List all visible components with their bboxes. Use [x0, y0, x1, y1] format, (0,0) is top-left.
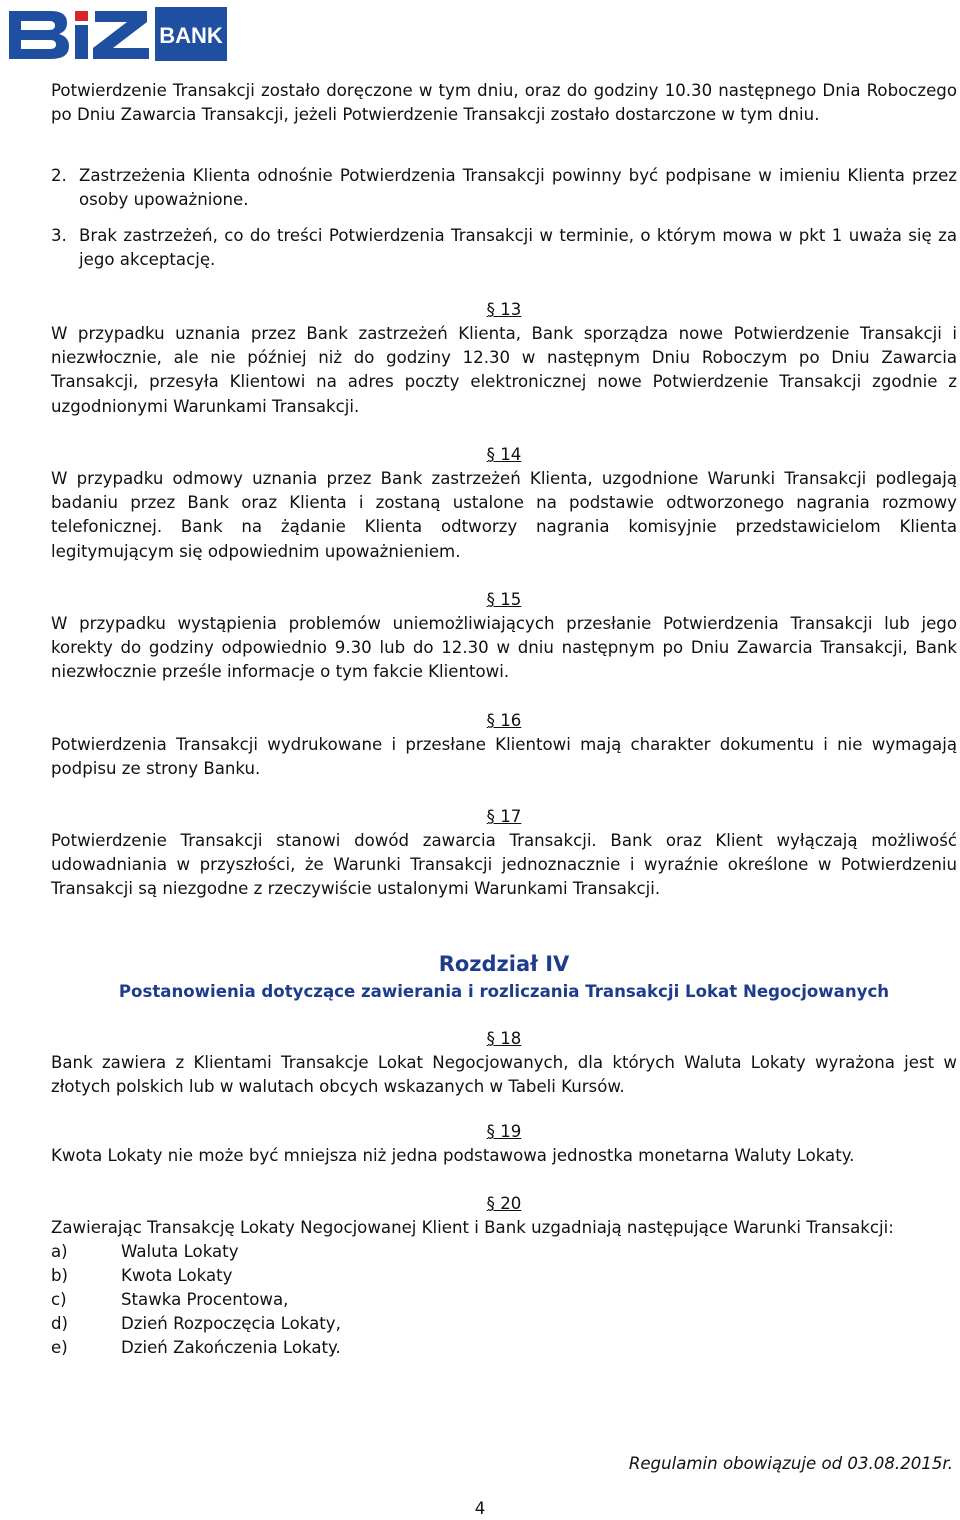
item-text: Zastrzeżenia Klienta odnośnie Potwierdzenia Transakcji powinny być podpisane w imieniu Klienta przez osoby upoważnione. [79, 166, 957, 210]
list-item-c [51, 1288, 751, 1312]
section-heading-17: § 17 [486, 807, 522, 826]
list-letter: b) [51, 1266, 69, 1285]
section-13-text: W przypadku uznania przez Bank zastrzeżeń Klienta, Bank sporządza nowe Potwierdzenie Transakcji i niezwłocznie, ale nie później niż do godziny 12.30 w następnym Dniu Roboczym po Dniu Zawarcia Transakcji, przesyła Klientowi na adres poczty elektronicznej nowe Potwierdzenie Transakcji zgodnie z uzgodnionymi Warunkami Transakcji. [51, 324, 957, 416]
list-item-b [51, 1264, 751, 1288]
list-letter: e) [51, 1338, 68, 1357]
footer-note: Regulamin obowiązuje od 03.08.2015r. [628, 1454, 953, 1473]
list-text: Kwota Lokaty [121, 1266, 233, 1285]
section-heading-13: § 13 [486, 300, 522, 319]
section-18-text: Bank zawiera z Klientami Transakcje Lokat Negocjowanych, dla których Waluta Lokaty wyrażona jest w złotych polskich lub w walutach obcych wskazanych w Tabeli Kursów. [51, 1053, 957, 1097]
item-text: Brak zastrzeżeń, co do treści Potwierdzenia Transakcji w terminie, o którym mowa w pkt 1 uważa się za jego akceptację. [79, 226, 957, 270]
list-item-e [51, 1336, 751, 1360]
logo-bank-text: BANK [159, 23, 223, 48]
list-letter: d) [51, 1314, 69, 1333]
section-heading-19: § 19 [486, 1122, 522, 1141]
chapter-subtitle: Postanowienia dotyczące zawierania i rozliczania Transakcji Lokat Negocjowanych [118, 982, 890, 1001]
list-item-3 [51, 224, 957, 272]
logo-letter-i [75, 25, 88, 59]
list-item-a [51, 1240, 751, 1264]
list-text: Dzień Rozpoczęcia Lokaty, [121, 1314, 341, 1333]
section-19-text: Kwota Lokaty nie może być mniejsza niż jedna podstawowa jednostka monetarna Waluty Lokaty. [51, 1146, 855, 1165]
list-text: Stawka Procentowa, [121, 1290, 289, 1309]
section-17-text: Potwierdzenie Transakcji stanowi dowód zawarcia Transakcji. Bank oraz Klient wyłączają możliwość udowadniania w przyszłości, że Warunki Transakcji jednoznacznie i wyraźnie określone w Potwierdzeniu Transakcji są niezgodne z rzeczywiście ustalonymi Warunkami Transakcji. [51, 831, 957, 899]
section-15-text: W przypadku wystąpienia problemów uniemożliwiających przesłanie Potwierdzenia Transakcji lub jego korekty do godziny odpowiednio 9.30 lub do 12.30 w dniu następnym po Dniu Zawarcia Transakcji, Bank niezwłocznie prześle informacje o tym fakcie Klientowi. [51, 614, 957, 682]
section-20-text: Zawierając Transakcję Lokaty Negocjowanej Klient i Bank uzgadniają następujące Warunki Transakcji: [51, 1218, 894, 1237]
page-number: 4 [474, 1499, 486, 1518]
chapter-title: Rozdział IV [438, 952, 570, 976]
section-heading-15: § 15 [486, 590, 522, 609]
bizbank-logo [5, 3, 227, 63]
section-heading-14: § 14 [486, 445, 522, 464]
section-heading-20: § 20 [486, 1194, 522, 1213]
item-number: 2. [51, 166, 67, 185]
list-letter: a) [51, 1242, 68, 1261]
list-item-d [51, 1312, 751, 1336]
item-number: 3. [51, 226, 67, 245]
intro-paragraph: Potwierdzenie Transakcji zostało doręczone w tym dniu, oraz do godziny 10.30 następnego Dnia Roboczego po Dniu Zawarcia Transakcji, jeżeli Potwierdzenie Transakcji zostało dostarczone w tym dniu. [51, 81, 957, 125]
list-item-2 [51, 164, 957, 212]
section-16-text: Potwierdzenia Transakcji wydrukowane i przesłane Klientowi mają charakter dokumentu i nie wymagają podpisu ze strony Banku. [51, 735, 957, 779]
list-letter: c) [51, 1290, 67, 1309]
section-14-text: W przypadku odmowy uznania przez Bank zastrzeżeń Klienta, uzgodnione Warunki Transakcji podlegają badaniu przez Bank oraz Klienta i zostaną ustalone na podstawie odtworzonego nagrania rozmowy telefonicznej. Bank na żądanie Klienta odtworzy nagrania komisyjnie przedstawicielom Klienta legitymującym się odpowiednim upoważnieniem. [51, 469, 957, 561]
section-heading-16: § 16 [486, 711, 522, 730]
logo-i-dot [75, 11, 88, 21]
list-text: Dzień Zakończenia Lokaty. [121, 1338, 341, 1357]
logo-letter-b [9, 11, 69, 59]
section-heading-18: § 18 [486, 1029, 522, 1048]
list-text: Waluta Lokaty [121, 1242, 239, 1261]
